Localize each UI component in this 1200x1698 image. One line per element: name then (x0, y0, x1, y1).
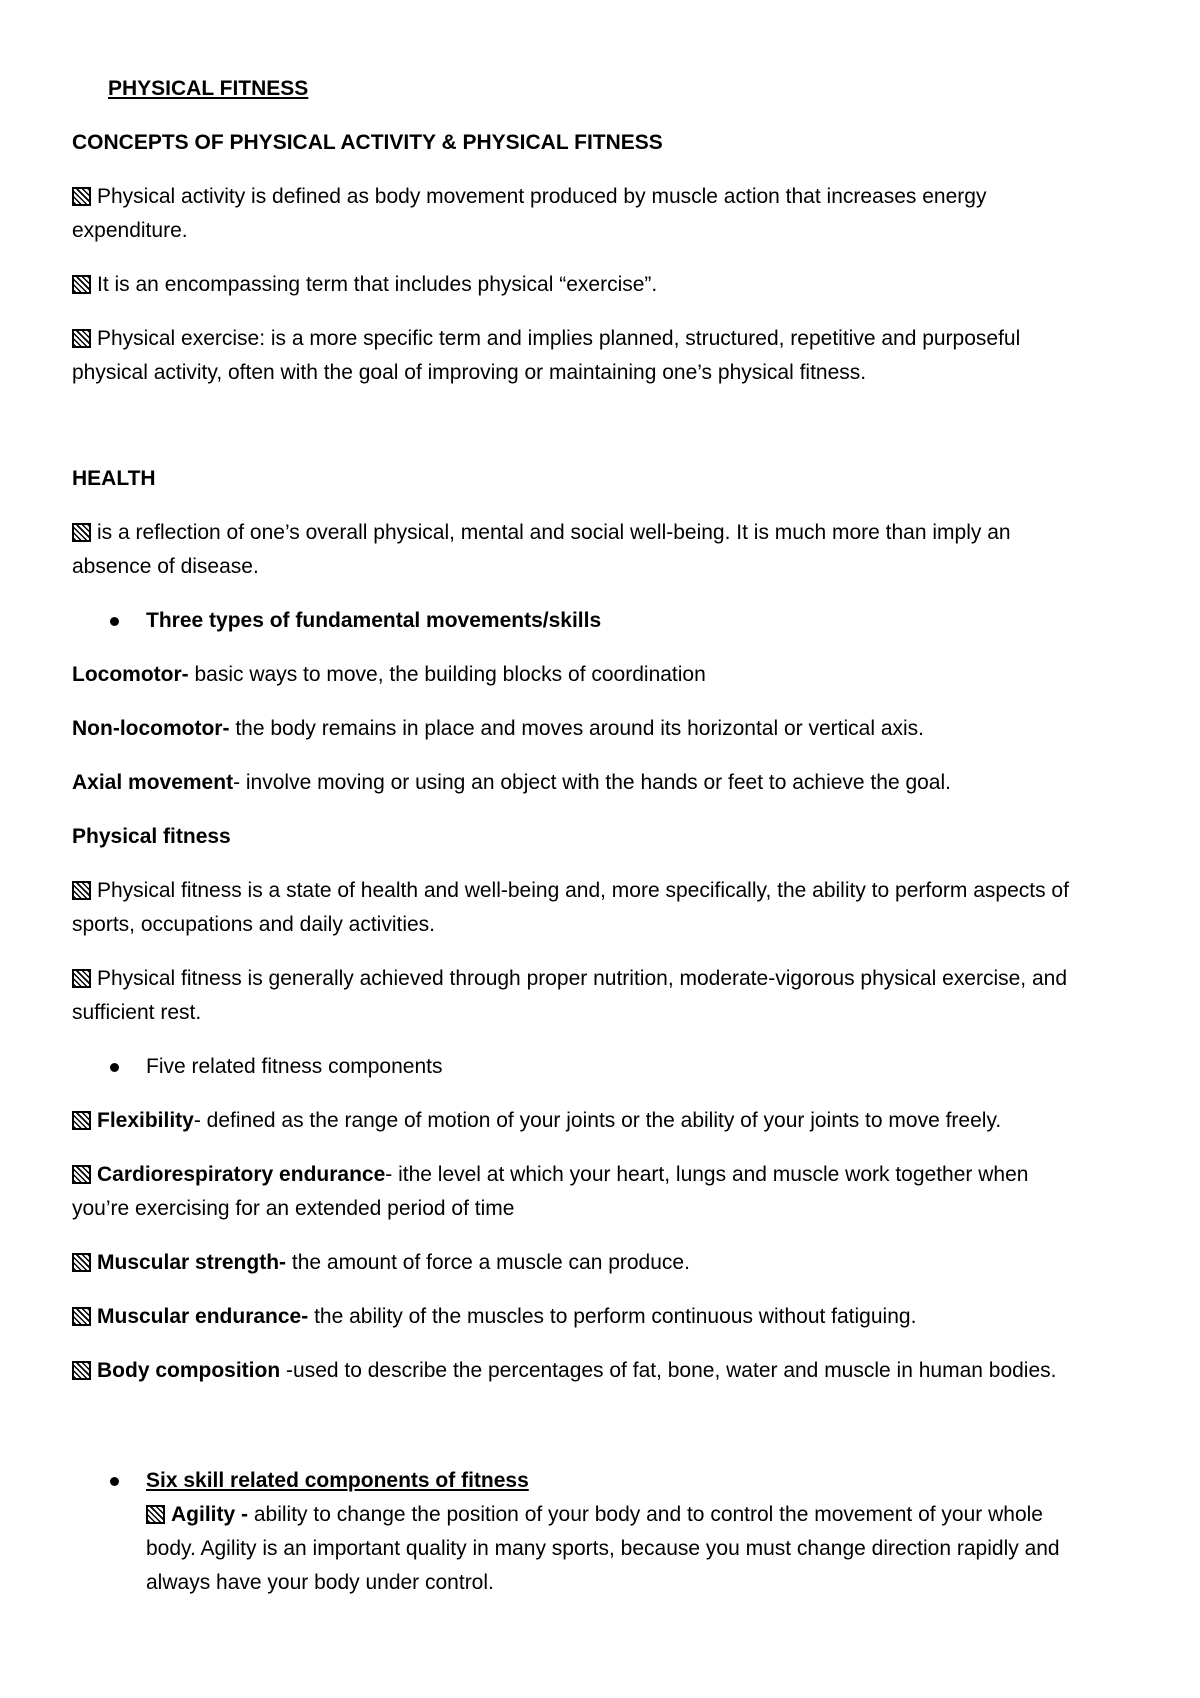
checkbox-bullet-icon (72, 275, 91, 294)
checkbox-bullet-icon (72, 1111, 91, 1130)
concepts-paragraph-1-line-2: expenditure. (72, 219, 188, 242)
agility-line-2: body. Agility is an important quality in many sports, because you must change direction rapidly and (146, 1537, 1060, 1560)
bullet-dot-icon (110, 617, 119, 626)
bullet-dot-icon (110, 1477, 119, 1486)
bullet-dot-icon (110, 1063, 119, 1072)
concepts-paragraph-1-line-1: Physical activity is defined as body movement produced by muscle action that increases energy (72, 184, 986, 210)
fitness-paragraph-1-line-2: sports, occupations and daily activities. (72, 913, 436, 936)
fitness-paragraph-2-line-2: sufficient rest. (72, 1001, 202, 1024)
concepts-paragraph-2: It is an encompassing term that includes physical “exercise”. (72, 272, 657, 298)
checkbox-bullet-icon (146, 1505, 165, 1524)
checkbox-bullet-icon (72, 1361, 91, 1380)
fitness-paragraph-2-line-1: Physical fitness is generally achieved through proper nutrition, moderate-vigorous physical exercise, and (72, 966, 1067, 992)
checkbox-bullet-icon (72, 187, 91, 206)
agility-line-3: always have your body under control. (146, 1571, 494, 1594)
health-paragraph-line-2: absence of disease. (72, 555, 259, 578)
flexibility-line: Flexibility- defined as the range of motion of your joints or the ability of your joints to move freely. (72, 1108, 1001, 1134)
movements-bullet: Three types of fundamental movements/skills (146, 609, 602, 632)
fitness-paragraph-1-line-1: Physical fitness is a state of health and well-being and, more specifically, the ability to perform aspects of (72, 878, 1069, 904)
health-heading: HEALTH (72, 467, 156, 490)
body-composition-line: Body composition -used to describe the percentages of fat, bone, water and muscle in human bodies. (72, 1358, 1056, 1384)
concepts-paragraph-3-line-2: physical activity, often with the goal of improving or maintaining one’s physical fitness. (72, 361, 867, 384)
checkbox-bullet-icon (72, 523, 91, 542)
concepts-heading: CONCEPTS OF PHYSICAL ACTIVITY & PHYSICAL FITNESS (72, 131, 663, 154)
muscular-endurance-line: Muscular endurance- the ability of the muscles to perform continuous without fatiguing. (72, 1304, 916, 1330)
cardio-line-2: you’re exercising for an extended period of time (72, 1197, 515, 1220)
document-title: PHYSICAL FITNESS (108, 77, 309, 100)
checkbox-bullet-icon (72, 1253, 91, 1272)
checkbox-bullet-icon (72, 1307, 91, 1326)
muscular-strength-line: Muscular strength- the amount of force a muscle can produce. (72, 1250, 690, 1276)
locomotor-line: Locomotor- basic ways to move, the building blocks of coordination (72, 663, 706, 686)
agility-line-1: Agility - ability to change the position of your body and to control the movement of your whole (146, 1502, 1043, 1528)
checkbox-bullet-icon (72, 1165, 91, 1184)
checkbox-bullet-icon (72, 969, 91, 988)
cardio-line-1: Cardiorespiratory endurance- ithe level at which your heart, lungs and muscle work together when (72, 1162, 1028, 1188)
skills-bullet: Six skill related components of fitness (146, 1469, 529, 1492)
axial-movement-line: Axial movement- involve moving or using an object with the hands or feet to achieve the goal. (72, 771, 951, 794)
components-bullet: Five related fitness components (146, 1055, 443, 1078)
health-paragraph-line-1: is a reflection of one’s overall physical, mental and social well-being. It is much more than imply an (72, 520, 1011, 546)
concepts-paragraph-3-line-1: Physical exercise: is a more specific term and implies planned, structured, repetitive and purposeful (72, 326, 1020, 352)
checkbox-bullet-icon (72, 329, 91, 348)
fitness-heading: Physical fitness (72, 825, 231, 848)
checkbox-bullet-icon (72, 881, 91, 900)
non-locomotor-line: Non-locomotor- the body remains in place and moves around its horizontal or vertical axis. (72, 717, 925, 740)
